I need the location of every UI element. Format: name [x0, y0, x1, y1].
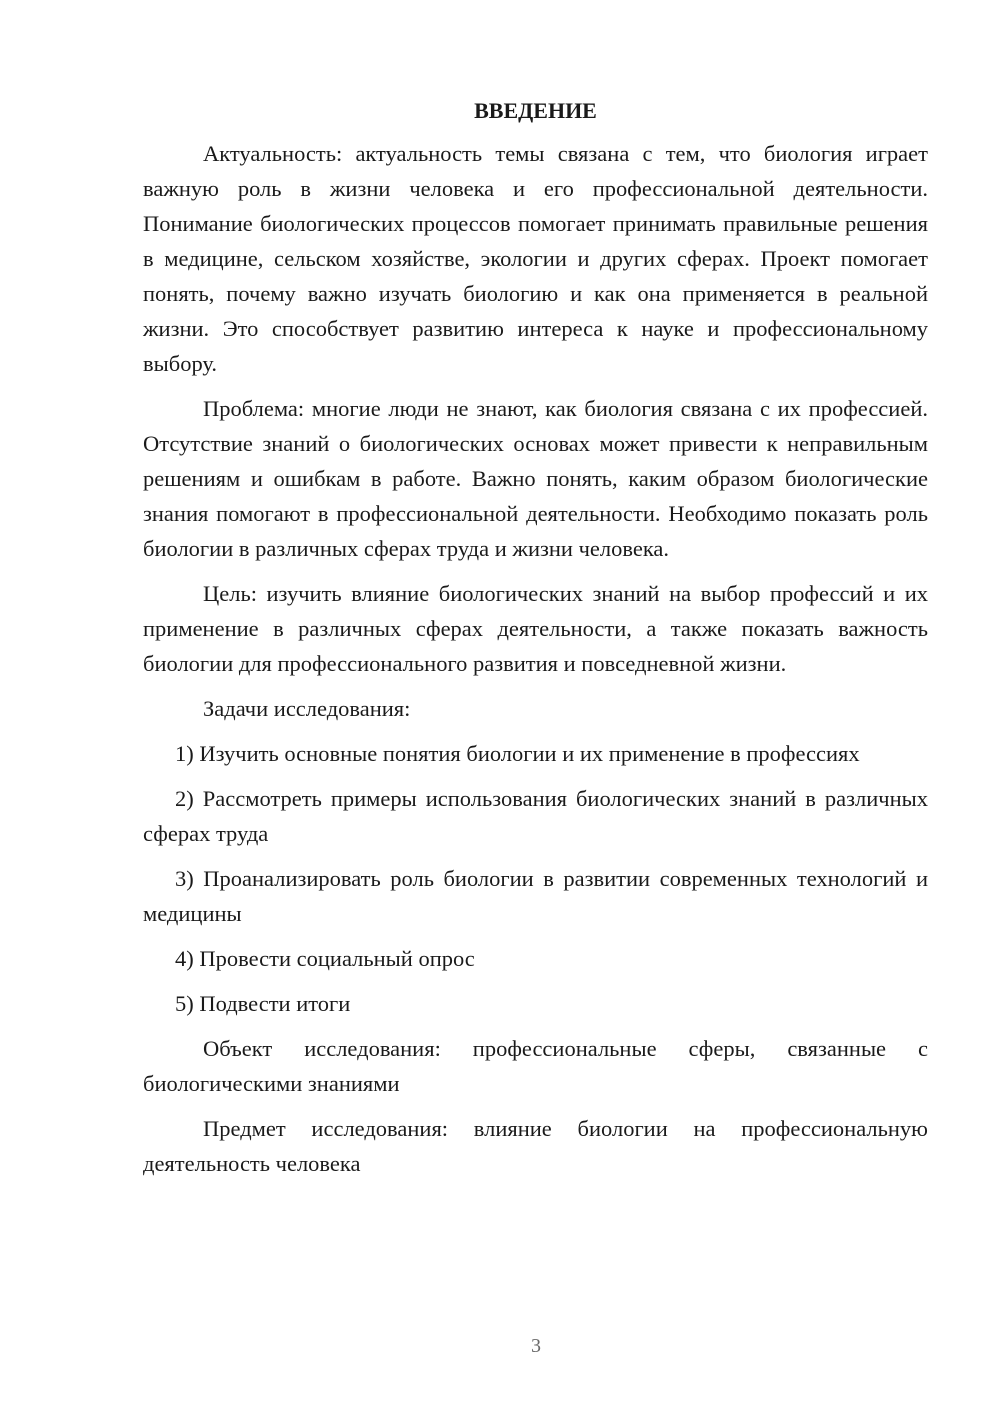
- page-content: [143, 96, 928, 1191]
- paragraph-problem: Проблема: многие люди не знают, как биология связана с их профессией. Отсутствие знаний о биологических основах может привести к неправильным решениям и ошибкам в работе. Важно понять, каким образом биологические знания помогают в профессиональной деятельности. Необходимо показать роль биологии в различных сферах труда и жизни человека.: [143, 396, 928, 561]
- section-title: ВВЕДЕНИЕ: [474, 98, 597, 123]
- tasks-heading: Задачи исследования:: [203, 696, 411, 721]
- paragraph-goal: Цель: изучить влияние биологических знаний на выбор профессий и их применение в различных сферах деятельности, а также показать важность биологии для профессионального развития и повседневной жизни.: [143, 581, 928, 676]
- paragraph-relevance: Актуальность: актуальность темы связана с тем, что биология играет важную роль в жизни человека и его профессиональной деятельности. Понимание биологических процессов помогает принимать правильные решения в медицине, сельском хозяйстве, экологии и других сферах. Проект помогает понять, почему важно изучать биологию и как она применяется в реальной жизни. Это способствует развитию интереса к науке и профессиональному выбору.: [143, 141, 928, 376]
- task-item-2: 2) Рассмотреть примеры использования биологических знаний в различных сферах труда: [143, 786, 928, 846]
- task-item-4: 4) Провести социальный опрос: [175, 946, 475, 971]
- task-item-3: 3) Проанализировать роль биологии в развитии современных технологий и медицины: [143, 866, 928, 926]
- paragraph-object: Объект исследования: профессиональные сферы, связанные с биологическими знаниями: [143, 1036, 928, 1096]
- task-item-5: 5) Подвести итоги: [175, 991, 351, 1016]
- paragraph-subject: Предмет исследования: влияние биологии на профессиональную деятельность человека: [143, 1116, 928, 1176]
- task-item-1: 1) Изучить основные понятия биологии и их применение в профессиях: [175, 741, 860, 766]
- page-number: 3: [531, 1335, 541, 1357]
